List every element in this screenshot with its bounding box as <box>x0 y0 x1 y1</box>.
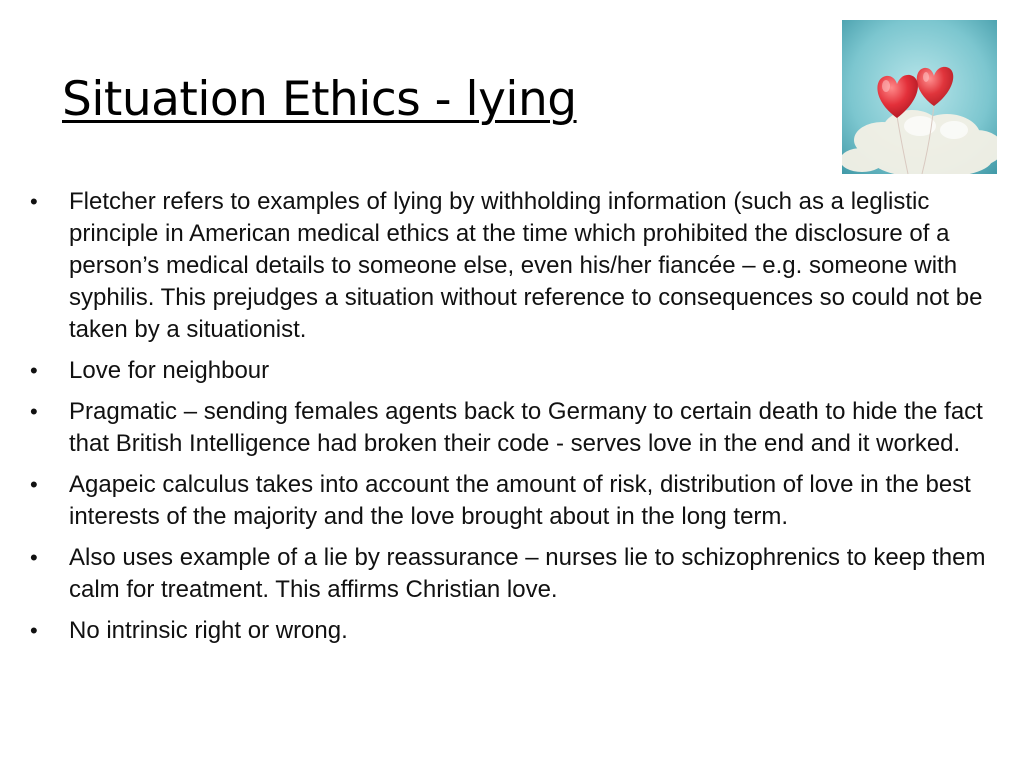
bullet-text: Pragmatic – sending females agents back to Germany to certain death to hide the fact that British Intelligence had broken their code - serves love in the end and it worked. <box>69 398 983 457</box>
bullet-icon: • <box>30 358 38 383</box>
slide-title: Situation Ethics - lying <box>62 72 577 127</box>
bullet-item <box>30 542 990 606</box>
bullet-text: Also uses example of a lie by reassurance – nurses lie to schizophrenics to keep them calm for treatment. This affirms Christian love. <box>69 544 986 603</box>
bullet-item <box>30 469 990 533</box>
bullet-item <box>30 615 990 647</box>
bullet-text: Love for neighbour <box>69 357 270 384</box>
bullet-icon: • <box>30 618 38 643</box>
bullet-text: Agapeic calculus takes into account the amount of risk, distribution of love in the best interests of the majority and the love brought about in the long term. <box>69 471 971 530</box>
bullet-item <box>30 355 990 387</box>
bullet-item <box>30 396 990 460</box>
bullet-icon: • <box>30 189 38 214</box>
bullet-item <box>30 186 990 346</box>
bullet-text: Fletcher refers to examples of lying by withholding information (such as a leglistic principle in American medical ethics at the time which prohibited the disclosure of a person’s medical details to someone else, even his/her fiancée – e.g. someone with syphilis. This prejudges a situation without reference to consequences so could not be taken by a situationist. <box>69 188 983 343</box>
bullet-icon: • <box>30 472 38 497</box>
bullet-icon: • <box>30 399 38 424</box>
bullet-list <box>30 186 990 656</box>
bullet-icon: • <box>30 545 38 570</box>
bullet-text: No intrinsic right or wrong. <box>69 617 348 644</box>
balloons-photo <box>842 20 997 174</box>
